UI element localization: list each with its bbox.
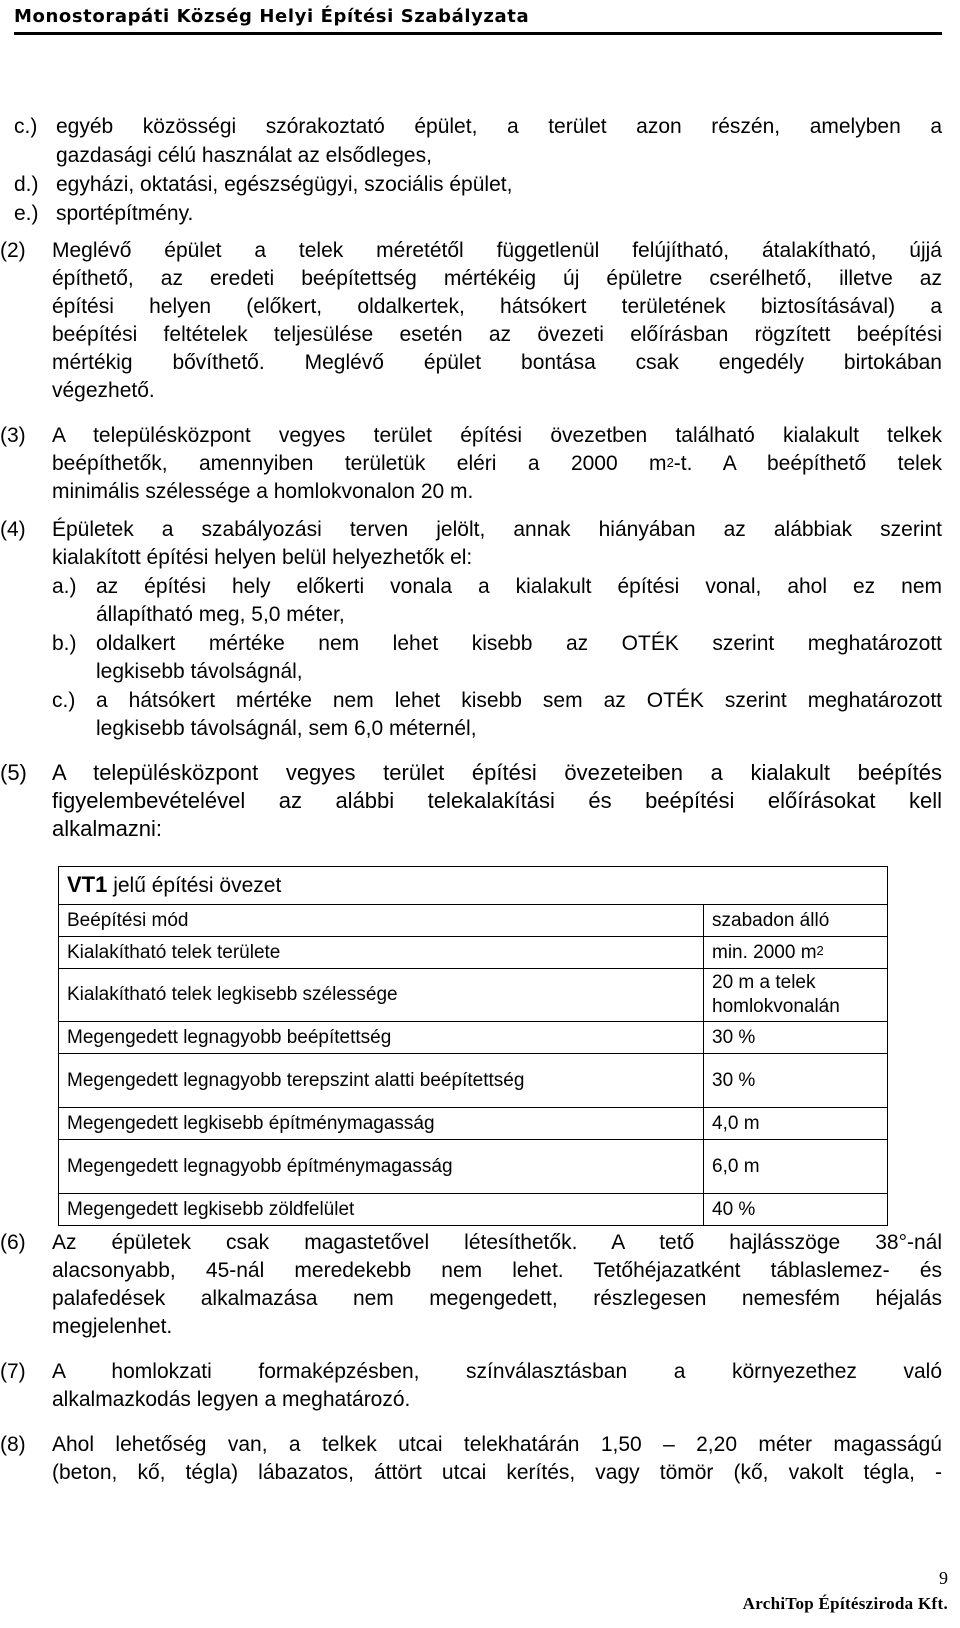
list-item-text: gazdasági célú használat az elsődleges,	[56, 144, 432, 167]
table-cell-value: 20 m a telek homlokvonalán	[704, 969, 888, 1022]
table-row	[59, 1108, 888, 1140]
table-row	[59, 1022, 888, 1054]
list-marker: b.)	[52, 632, 77, 655]
table-row	[59, 1140, 888, 1194]
paragraph-line: kialakított építési helyen belül helyezhetők el:	[52, 546, 473, 569]
paragraph-line: A településközpont vegyes terület építési övezeteiben a kialakult beépítés	[52, 760, 942, 785]
page-number: 9	[939, 1568, 948, 1588]
list-marker: a.)	[52, 575, 77, 598]
paragraph-line: A homlokzati formaképzésben, színválasztásban a környezethez való	[52, 1360, 942, 1383]
table-cell-label: Megengedett legkisebb zöldfelület	[59, 1194, 704, 1226]
paragraph-line: (beton, kő, tégla) lábazatos, áttört utcai kerítés, vagy tömör (kő, vakolt tégla, -	[52, 1461, 942, 1484]
paragraph-line: végezhető.	[52, 379, 155, 402]
table-cell-label: Megengedett legnagyobb beépítettség	[59, 1022, 704, 1054]
list-marker: e.)	[14, 202, 39, 225]
list-item-text: sportépítmény.	[56, 202, 194, 225]
list-marker: c.)	[52, 689, 76, 712]
list-item-text: egyházi, oktatási, egészségügyi, szociális épület,	[56, 173, 513, 196]
table-row	[59, 1194, 888, 1226]
label-text: Megengedett legnagyobb építménymagasság	[67, 1155, 453, 1177]
table-row	[59, 905, 888, 937]
list-marker: d.)	[14, 173, 39, 196]
paragraph-line: alacsonyabb, 45-nál meredekebb nem lehet. Tetőhéjazatként táblaslemez- és	[52, 1259, 942, 1282]
table-cell-label	[59, 1140, 704, 1194]
paragraph-line: figyelembevételével az alábbi telekalakítási és beépítési előírásokat kell	[52, 788, 942, 813]
paragraph-line: Ahol lehetőség van, a telkek utcai telekhatárán 1,50 – 2,20 méter magasságú	[52, 1433, 942, 1456]
list-item-text: legkisebb távolságnál,	[96, 660, 303, 683]
table-cell-label: Beépítési mód	[59, 905, 704, 937]
paragraph-line: A településközpont vegyes terület építési övezetben található kialakult telkek	[52, 424, 942, 447]
list-item-text: állapítható meg, 5,0 méter,	[96, 603, 345, 626]
table-cell-label: Megengedett legnagyobb terepszint alatti beépítettség	[59, 1054, 704, 1108]
table-title	[59, 867, 888, 905]
table-cell-value: 4,0 m	[704, 1108, 888, 1140]
zone-regulation-table	[58, 866, 888, 1226]
paragraph-number: (2)	[0, 239, 26, 262]
paragraph-number: (5)	[0, 760, 27, 785]
table-cell-value: 30 %	[704, 1022, 888, 1054]
paragraph-line: építési helyen (előkert, oldalkertek, hátsókert területének biztosításával) a	[52, 295, 942, 318]
zone-title-text: jelű építési övezet	[107, 874, 282, 897]
table-cell-label: Kialakítható telek területe	[59, 937, 704, 969]
list-item-text: legkisebb távolságnál, sem 6,0 méternél,	[96, 717, 477, 740]
paragraph-line: beépítési feltételek teljesülése esetén az övezeti előírásban rögzített beépítési	[52, 323, 942, 346]
paragraph-line: alkalmazni:	[52, 816, 163, 841]
paragraph-line: alkalmazkodás legyen a meghatározó.	[52, 1388, 411, 1411]
paragraph-line: Épületek a szabályozási terven jelölt, annak hiányában az alábbiak szerint	[52, 518, 942, 541]
area-text: beépíthetők, amennyiben területük eléri a 2000 m	[52, 452, 667, 475]
paragraph-number: (8)	[0, 1433, 26, 1456]
paragraph-line: palafedések alkalmazása nem megengedett, részlegesen nemesfém héjalás	[52, 1287, 942, 1310]
area-text-rest: -t. A beépíthető telek	[673, 452, 942, 475]
document-title: Monostorapáti Község Helyi Építési Szabályzata	[14, 6, 530, 27]
footer-brand: ArchiTop Építésziroda Kft.	[742, 1594, 948, 1613]
paragraph-number: (3)	[0, 424, 26, 447]
superscript: 2	[666, 455, 674, 470]
table-cell-value: 6,0 m	[704, 1140, 888, 1194]
superscript: 2	[816, 942, 824, 958]
paragraph-line: Meglévő épület a telek méretétől függetlenül felújítható, átalakítható, újjá	[52, 239, 942, 262]
table-row	[59, 937, 888, 969]
list-item-text: a hátsókert mértéke nem lehet kisebb sem az OTÉK szerint meghatározott	[96, 689, 942, 712]
table-row	[59, 1054, 888, 1108]
paragraph-line: építhető, az eredeti beépítettség mértékéig új épületre cserélhető, illetve az	[52, 267, 942, 290]
list-item-text: az építési hely előkerti vonala a kialakult építési vonal, ahol ez nem	[96, 575, 942, 598]
header-rule	[14, 32, 942, 35]
paragraph-line: minimális szélessége a homlokvonalon 20 m.	[52, 480, 474, 503]
table-cell-label: Megengedett legkisebb építménymagasság	[59, 1108, 704, 1140]
paragraph-line: mértékig bővíthető. Meglévő épület bontása csak engedély birtokában	[52, 351, 942, 374]
paragraph-number: (7)	[0, 1360, 26, 1383]
paragraph-line: megjelenhet.	[52, 1315, 173, 1338]
paragraph-number: (6)	[0, 1231, 26, 1254]
table-cell-value: 30 %	[704, 1054, 888, 1108]
paragraph-line: Az épületek csak magastetővel létesíthetők. A tető hajlásszöge 38°-nál	[52, 1231, 942, 1254]
zone-code: VT1	[67, 872, 108, 897]
table-cell-label: Kialakítható telek legkisebb szélessége	[59, 969, 704, 1022]
table-cell-value: szabadon álló	[704, 905, 888, 937]
table-row	[59, 969, 888, 1022]
table-cell-value	[704, 937, 888, 969]
paragraph-line	[52, 451, 942, 477]
value-text: min. 2000 m	[712, 941, 817, 963]
list-item-text: oldalkert mértéke nem lehet kisebb az OTÉK szerint meghatározott	[96, 632, 942, 655]
paragraph-number: (4)	[0, 518, 26, 541]
table-cell-value: 40 %	[704, 1194, 888, 1226]
table-title-row	[59, 867, 888, 905]
document-header	[14, 4, 942, 35]
list-marker: c.)	[14, 115, 38, 138]
list-item-text: egyéb közösségi szórakoztató épület, a terület azon részén, amelyben a	[56, 115, 942, 138]
